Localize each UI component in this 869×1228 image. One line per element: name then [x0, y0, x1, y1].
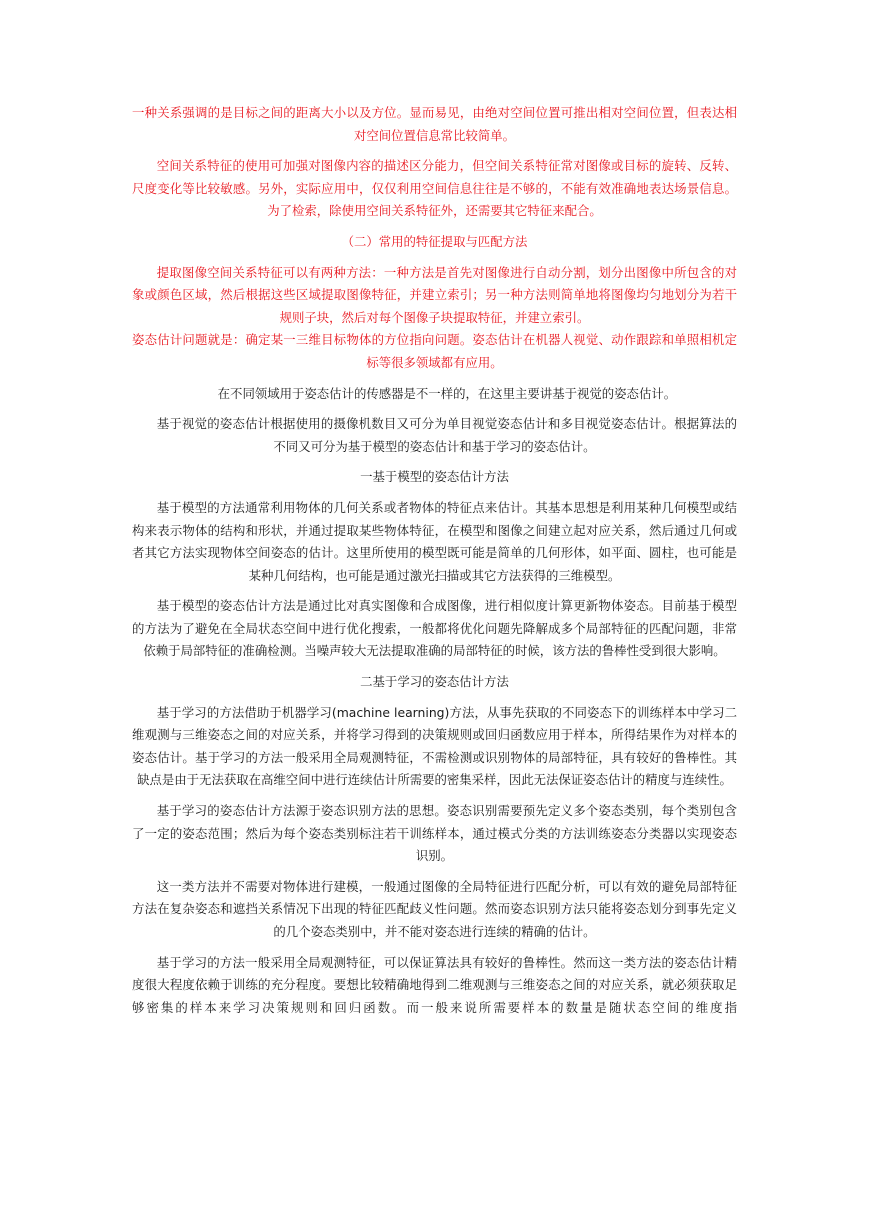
paragraph-learning-based-4: 基于学习的方法一般采用全局观测特征，可以保证算法具有较好的鲁棒性。然而这一类方法的姿态估计精度很大程度依赖于训练的充分程度。要想比较精确地得到二维观测与三维姿态之间的对应关系，就必须获取足够密集的样本来学习决策规则和回归函数。而一般来说所需要样本的数量是随状态空间的维度指	[132, 954, 737, 1015]
section-heading-feature-extraction: （二）常用的特征提取与匹配方法	[341, 233, 528, 249]
paragraph-spatial-feature-usage: 空间关系特征的使用可加强对图像内容的描述区分能力，但空间关系特征常对图像或目标的旋转、反转、尺度变化等比较敏感。另外，实际应用中，仅仅利用空间信息往往是不够的，不能有效准确地表达场景信息。为了检索，除使用空间关系特征外，还需要其它特征来配合。	[132, 158, 737, 219]
paragraph-vision-pose-estimation: 基于视觉的姿态估计根据使用的摄像机数目又可分为单目视觉姿态估计和多目视觉姿态估计。根据算法的不同又可分为基于模型的姿态估计和基于学习的姿态估计。	[156, 416, 737, 454]
section-heading-learning-based: 二基于学习的姿态估计方法	[360, 674, 509, 690]
paragraph-learning-based-1: 基于学习的方法借助于机器学习(machine learning)方法，从事先获取的不同姿态下的训练样本中学习二维观测与三维姿态之间的对应关系，并将学习得到的决策规则或回归函数应用于样本，所得结果作为对样本的姿态估计。基于学习的方法一般采用全局观测特征，不需检测或识别物体的局部特征，具有较好的鲁棒性。其缺点是由于无法获取在高维空间中进行连续估计所需要的密集采样，因此无法保证姿态估计的精度与连续性。	[132, 704, 737, 788]
section-heading-model-based: 一基于模型的姿态估计方法	[360, 469, 509, 485]
paragraph-model-based-2: 基于模型的姿态估计方法是通过比对真实图像和合成图像，进行相似度计算更新物体姿态。目前基于模型的方法为了避免在全局状态空间中进行优化搜索，一般都将优化问题先降解成多个局部特征的匹配问题，非常依赖于局部特征的准确检测。当噪声较大无法提取准确的局部特征的时候，该方法的鲁棒性受到很大影响。	[132, 598, 737, 659]
paragraph-relative-position: 一种关系强调的是目标之间的距离大小以及方位。显而易见，由绝对空间位置可推出相对空间位置，但表达相对空间位置信息常比较简单。	[132, 105, 737, 143]
paragraph-pose-estimation-definition: 姿态估计问题就是：确定某一三维目标物体的方位指向问题。姿态估计在机器人视觉、动作跟踪和单照相机定标等很多领域都有应用。	[132, 332, 737, 370]
paragraph-extraction-methods: 提取图像空间关系特征可以有两种方法：一种方法是首先对图像进行自动分割，划分出图像中所包含的对象或颜色区域，然后根据这些区域提取图像特征，并建立索引；另一种方法则简单地将图像均匀地划分为若干规则子块，然后对每个图像子块提取特征，并建立索引。	[132, 264, 737, 325]
paragraph-sensors: 在不同领域用于姿态估计的传感器是不一样的，在这里主要讲基于视觉的姿态估计。	[217, 385, 677, 401]
paragraph-model-based-1: 基于模型的方法通常利用物体的几何关系或者物体的特征点来估计。其基本思想是利用某种几何模型或结构来表示物体的结构和形状，并通过提取某些物体特征，在模型和图像之间建立起对应关系，然后通过几何或者其它方法实现物体空间姿态的估计。这里所使用的模型既可能是简单的几何形体，如平面、圆柱，也可能是某种几何结构，也可能是通过激光扫描或其它方法获得的三维模型。	[132, 499, 737, 583]
paragraph-learning-based-3: 这一类方法并不需要对物体进行建模，一般通过图像的全局特征进行匹配分析，可以有效的避免局部特征方法在复杂姿态和遮挡关系情况下出现的特征匹配歧义性问题。然而姿态识别方法只能将姿态划分到事先定义的几个姿态类别中，并不能对姿态进行连续的精确的估计。	[132, 878, 737, 939]
paragraph-learning-based-2: 基于学习的姿态估计方法源于姿态识别方法的思想。姿态识别需要预先定义多个姿态类别，每个类别包含了一定的姿态范围；然后为每个姿态类别标注若干训练样本，通过模式分类的方法训练姿态分类器以实现姿态识别。	[132, 803, 737, 864]
